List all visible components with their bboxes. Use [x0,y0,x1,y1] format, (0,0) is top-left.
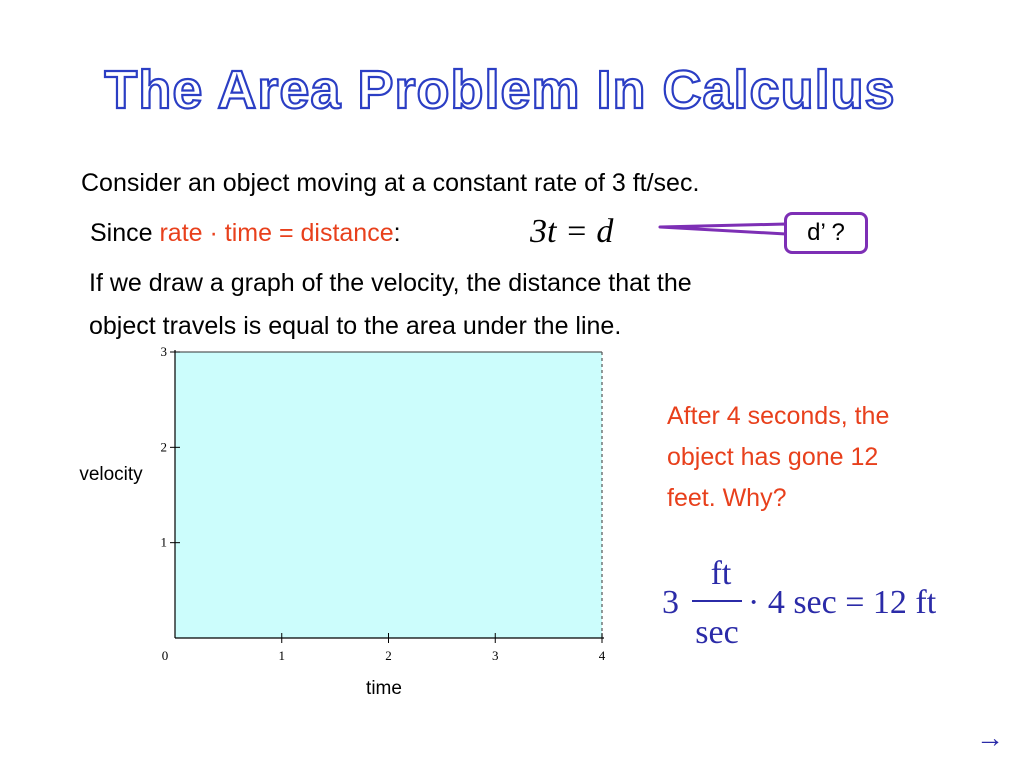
note-line-2: object has gone 12 [667,443,879,471]
x-tick-label: 4 [598,648,606,663]
x-tick-label: 3 [492,648,499,663]
x-tick-label: 0 [161,648,169,663]
y-axis-label: velocity [79,464,143,485]
intro-line: Consider an object moving at a constant rate of 3 ft/sec. [81,169,700,197]
next-slide-arrow-icon[interactable]: → [976,722,1004,753]
colon-text: : [393,219,401,247]
x-tick-label: 2 [385,648,392,663]
formula-rest: · 4 sec = 12 ft [748,584,937,621]
note-line-3: feet. Why? [667,484,787,512]
explanation-note [667,396,889,519]
y-tick-label: 3 [160,344,167,359]
x-axis-label: time [366,678,402,699]
since-text: Since [90,219,160,247]
formula-denominator: sec [695,614,739,651]
area-under-line [175,352,602,638]
y-tick-label: 2 [160,439,167,455]
x-tick-label: 1 [278,648,285,663]
equation: 3t = d [530,213,614,250]
rate-time-distance-text: rate · time = distance [159,219,394,247]
note-line-1: After 4 seconds, the [667,402,890,430]
formula-coefficient: 3 [662,584,679,621]
fraction-bar [692,600,742,602]
paragraph-line-2: object travels is equal to the area under the line. [89,312,622,340]
title-text: The Area Problem In Calculus [104,60,896,120]
callout-text: d’ ? [807,219,845,246]
paragraph-line-1: If we draw a graph of the velocity, the distance that the [89,269,692,297]
y-tick-label: 1 [160,534,167,550]
formula-numerator: ft [710,555,732,592]
